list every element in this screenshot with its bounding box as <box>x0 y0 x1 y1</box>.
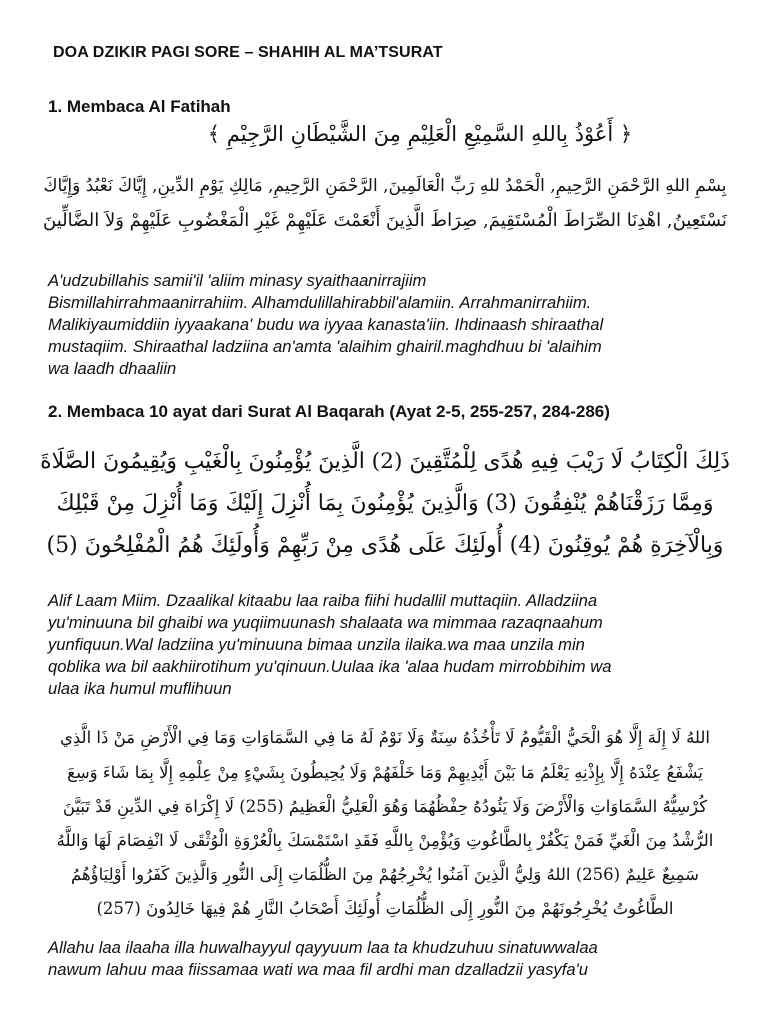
transliteration-line: qoblika wa bil aakhiirotihum yu'qinuun.Uulaa ika 'alaa hudam mirrobbihim wa <box>48 657 612 676</box>
section-1-heading: 1. Membaca Al Fatihah <box>48 97 231 116</box>
baqarah-arabic-line: وَمِمَّا رَزَقْنَاهُمْ يُنْفِقُونَ (3) وَالَّذِينَ يُؤْمِنُونَ بِمَا أُنْزِلَ إِلَيْكَ وَمَا أُنْزِلَ مِنْ قَبْلِكَ <box>56 491 714 516</box>
fatihah-arabic-line: نَسْتَعِينُ, اهْدِنَا الصِّرَاطَ الْمُسْتَقِيمَ, صِرَاطَ الَّذِينَ أَنْعَمْتَ عَلَيْهِمْ غَيْرِ الْمَغْضُوبِ عَلَيْهِمْ وَلاَ الضَّالِّينَ <box>43 210 727 231</box>
fatihah-transliteration <box>48 270 728 380</box>
transliteration-line: Allahu laa ilaaha illa huwalhayyul qayyuum laa ta khudzuhuu sinatuwwalaa <box>48 938 598 957</box>
transliteration-line: Bismillahirrahmaanirrahiim. Alhamdulillahirabbil'alamiin. Arrahmanirrahiim. <box>48 293 592 312</box>
transliteration-line: ulaa ika humul muflihuun <box>48 679 232 698</box>
transliteration-line: yunfiquun.Wal ladziina yu'minuuna bimaa unzila ilaika.wa maa unzila min <box>48 635 585 654</box>
fatihah-arabic-line: بِسْمِ اللهِ الرَّحْمَنِ الرَّحِيمِ, الْحَمْدُ للهِ رَبِّ الْعَالَمِينَ, الرَّحْمَنِ الرَّحِيمِ, مَالِكِ يَوْمِ الدِّينِ, إِيَّاكَ نَعْبُدُ وَإِيَّاكَ <box>43 176 727 196</box>
transliteration-line: wa laadh dhaaliin <box>48 359 177 378</box>
transliteration-line: Alif Laam Miim. Dzaalikal kitaabu laa raiba fiihi hudallil muttaqiin. Alladziina <box>48 591 598 610</box>
transliteration-line: mustaqiim. Shiraathal ladziina an'amta 'alaihim ghairil.maghdhuu bi 'alaihim <box>48 337 602 356</box>
transliteration-line: nawum lahuu maa fiissamaa wati wa maa fil ardhi man dzalladzii yasyfa'u <box>48 960 588 979</box>
page-title: DOA DZIKIR PAGI SORE – SHAHIH AL MA’TSURAT <box>53 44 443 61</box>
ayat-kursi-arabic-line: يَشْفَعُ عِنْدَهُ إِلَّا بِإِذْنِهِ يَعْلَمُ مَا بَيْنَ أَيْدِيهِمْ وَمَا خَلْفَهُمْ وَلَا يُحِيطُونَ بِشَيْءٍ مِنْ عِلْمِهِ إِلَّا بِمَا شَاءَ وَسِعَ <box>67 763 703 782</box>
ayat-kursi-arabic-line: كُرْسِيُّهُ السَّمَاوَاتِ وَالْأَرْضَ وَلَا يَئُودُهُ حِفْظُهُمَا وَهُوَ الْعَلِيُّ الْعَظِيمُ (255) لَا إِكْرَاهَ فِي الدِّينِ قَدْ تَبَيَّنَ <box>62 797 708 816</box>
baqarah-arabic-line: ذَلِكَ الْكِتَابُ لَا رَيْبَ فِيهِ هُدًى لِلْمُتَّقِينَ (2) الَّذِينَ يُؤْمِنُونَ بِالْغَيْبِ وَيُقِيمُونَ الصَّلَاةَ <box>40 449 730 474</box>
ayat-kursi-arabic-line: الرُّشْدُ مِنَ الْغَيِّ فَمَنْ يَكْفُرْ بِالطَّاغُوتِ وَيُؤْمِنْ بِاللَّهِ فَقَدِ اسْتَمْسَكَ بِالْعُرْوَةِ الْوُثْقَى لَا انْفِصَامَ لَهَا وَاللَّهُ <box>56 831 714 850</box>
baqarah-transliteration-1 <box>48 590 728 700</box>
transliteration-line: Malikiyaumiddiin iyyaakana' budu wa iyyaa kanasta'iin. Ihdinaash shiraathal <box>48 315 604 334</box>
transliteration-line: yu'minuuna bil ghaibi wa yuqiimuunash shalaata wa mimmaa razaqnaahum <box>48 613 603 632</box>
transliteration-line: A'udzubillahis samii'il 'aliim minasy syaithaanirrajiim <box>48 271 427 290</box>
ayat-kursi-arabic-line: اللهُ لَا إِلَهَ إِلَّا هُوَ الْحَيُّ الْقَيُّومُ لَا تَأْخُذُهُ سِنَةٌ وَلَا نَوْمٌ لَهُ مَا فِي السَّمَاوَاتِ وَمَا فِي الْأَرْضِ مَنْ ذَا الَّذِي <box>59 728 710 747</box>
ayat-kursi-arabic-line: سَمِيعٌ عَلِيمٌ (256) اللهُ وَلِيُّ الَّذِينَ آمَنُوا يُخْرِجُهُمْ مِنَ الظُّلُمَاتِ إِلَى النُّورِ وَالَّذِينَ كَفَرُوا أَوْلِيَاؤُهُمُ <box>71 865 699 884</box>
ayat-kursi-transliteration <box>48 937 728 981</box>
taawudz-arabic-text: ﴿ أَعُوْذُ بِاللهِ السَّمِيْعِ الْعَلِيْمِ مِنَ الشَّيْطَانِ الرَّجِيْمِ ﴾ <box>207 122 633 146</box>
baqarah-arabic-line: وَبِالْآخِرَةِ هُمْ يُوقِنُونَ (4) أُولَئِكَ عَلَى هُدًى مِنْ رَبِّهِمْ وَأُولَئِكَ هُمُ الْمُفْلِحُونَ (5) <box>46 533 724 558</box>
section-2-heading: 2. Membaca 10 ayat dari Surat Al Baqarah (Ayat 2-5, 255-257, 284-286) <box>48 402 610 421</box>
ayat-kursi-arabic-line: الطَّاغُوتُ يُخْرِجُونَهُمْ مِنَ النُّورِ إِلَى الظُّلُمَاتِ أُولَئِكَ أَصْحَابُ النَّارِ هُمْ فِيهَا خَالِدُونَ (257) <box>96 899 674 918</box>
